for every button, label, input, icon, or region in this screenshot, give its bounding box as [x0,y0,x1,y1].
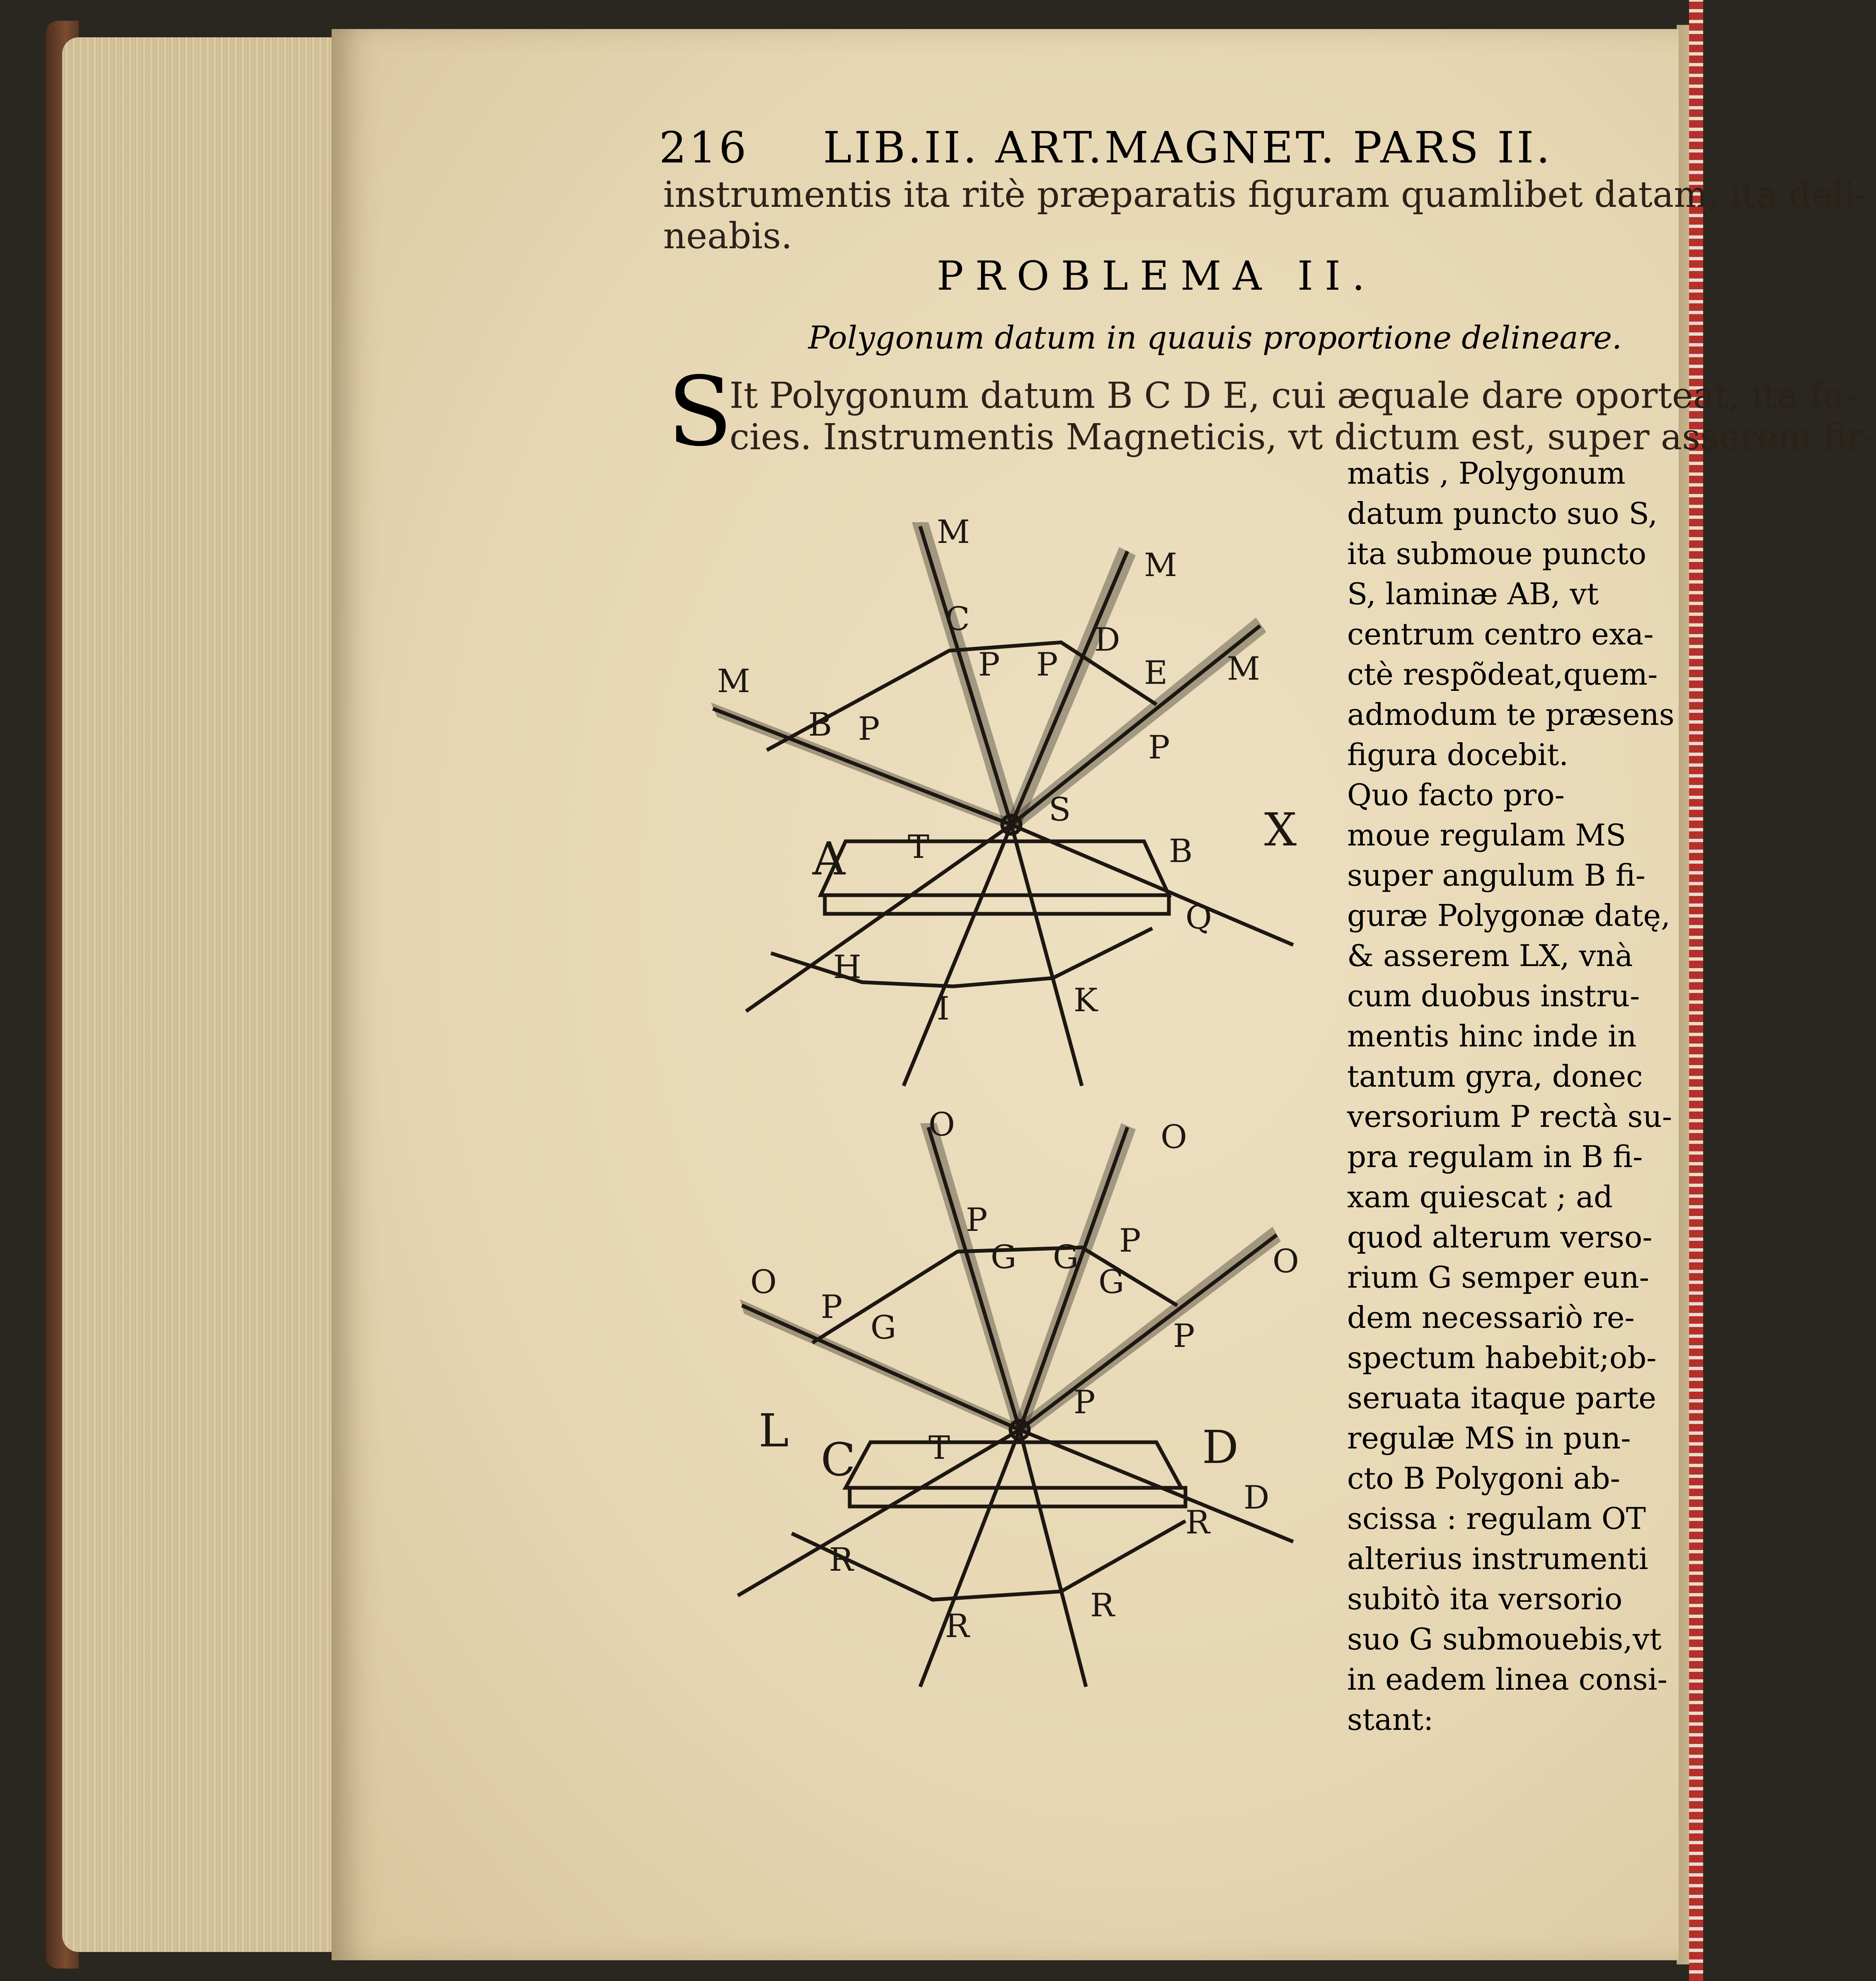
label-g3: G [1098,1264,1125,1301]
side-line: regulæ MS in pun- [1347,1421,1631,1455]
label-o1: O [928,1106,955,1143]
label-p4: P [821,1288,843,1326]
label-b-lower: B [1169,833,1193,870]
label-r2: R [1185,1504,1210,1541]
side-line: centrum centro exa- [1347,617,1654,651]
side-line: stant: [1347,1702,1434,1737]
label-r1: R [829,1541,853,1579]
bookmark-ribbon [1689,0,1703,1981]
label-t: T [908,828,930,866]
figure-top-diagram [688,510,1318,1098]
label-p3: P [1173,1317,1195,1355]
side-line: datum puncto suo S, [1347,496,1658,531]
side-line: figura docebit. [1347,737,1569,772]
side-line: & asserem LX, vnà [1347,938,1633,973]
side-line: S, laminæ AB, vt [1347,576,1599,611]
side-line: rium G semper eun- [1347,1260,1649,1295]
pointer-k [1011,825,1082,1086]
label-m3: M [1227,650,1260,688]
side-line: scissa : regulam OT [1347,1501,1646,1536]
label-e: E [1144,654,1168,692]
side-line: spectum habebit;ob- [1347,1340,1657,1375]
body-line-1: It Polygonum datum B C D E, cui æquale dare oporteat, ita fa- [730,375,1857,417]
body-line-2: cies. Instrumentis Magneticis, vt dictum est, super asserem fir- [730,417,1876,458]
side-line: cto B Polygoni ab- [1347,1461,1620,1496]
problem-subheading: Polygonum datum in quauis proportione delineare. [808,319,1622,356]
running-head [659,122,1553,173]
scale-ruler [825,895,1169,914]
label-p5: P [1074,1384,1096,1421]
side-line: super angulum B fi- [1347,858,1646,893]
label-r3: R [945,1608,970,1645]
page-stack-edge [62,37,336,1952]
label-k: K [1074,982,1098,1019]
polygon-lower [771,928,1152,986]
side-line: tantum gyra, donec [1347,1059,1643,1094]
label-m4: M [717,663,750,700]
figure-bottom-diagram [688,1106,1318,1699]
label-l: L [759,1404,789,1457]
pointer-r4 [1020,1430,1086,1687]
side-line: guræ Polygonæ datę, [1347,898,1670,933]
figure-bottom-rulers [740,1123,1281,1436]
side-line: Quo facto pro- [1347,777,1565,812]
label-q: Q [1185,899,1212,936]
label-o2: O [1161,1119,1187,1156]
label-a: A [812,832,846,885]
label-p1: P [966,1201,988,1239]
side-line: xam quiescat ; ad [1347,1179,1613,1214]
scale-ruler-b [850,1488,1185,1506]
label-p3: P [858,710,880,748]
side-line: versorium P rectà su- [1347,1099,1672,1134]
label-t: T [928,1429,950,1467]
label-d2: D [1243,1479,1270,1516]
label-p4: P [1148,729,1170,766]
label-r4: R [1090,1587,1115,1624]
label-g2: G [1053,1239,1079,1276]
side-line: seruata itaque parte [1347,1380,1656,1415]
problem-heading: PROBLEMA II. [937,253,1377,299]
label-c: C [945,601,970,638]
label-c: C [821,1433,856,1486]
label-g4: G [870,1309,897,1346]
side-line: suo G submouebis,vt [1347,1622,1662,1656]
drop-capital: S [667,357,733,467]
label-i: I [937,990,950,1027]
side-line: alterius instrumenti [1347,1541,1648,1576]
label-g1: G [991,1239,1017,1276]
side-line: pra regulam in B fi- [1347,1139,1643,1174]
label-d1: D [1202,1421,1239,1474]
running-head-title: LIB.II. ART.MAGNET. PARS II. [823,122,1553,173]
label-b-upper: B [808,706,832,743]
label-m2: M [1144,547,1177,584]
label-x: X [1264,803,1297,856]
label-m1: M [937,513,970,551]
label-d: D [1094,621,1120,659]
side-line: in eadem linea consi- [1347,1662,1668,1697]
pointer-r3 [920,1430,1020,1687]
label-o4: O [750,1264,777,1301]
side-line: cum duobus instru- [1347,978,1640,1013]
label-p1: P [978,646,1000,683]
side-line: matis , Polygonum [1347,456,1626,491]
side-line: moue regulam MS [1347,818,1626,852]
label-p2: P [1119,1222,1141,1259]
label-o3: O [1272,1243,1299,1280]
side-line: ita submoue puncto [1347,536,1647,571]
label-h: H [833,949,862,986]
label-p2: P [1036,646,1058,683]
side-line: admodum te præsens [1347,697,1675,732]
side-line: quod alterum verso- [1347,1220,1653,1254]
side-line: dem necessariò re- [1347,1300,1635,1335]
side-line: ctè respõdeat,quem- [1347,657,1658,692]
intro-line-1: instrumentis ita ritè præparatis figuram quamlibet datam, ita deli- [663,174,1868,216]
page-number: 216 [659,122,749,173]
side-line: subitò ita versorio [1347,1581,1623,1616]
intro-line-2: neabis. [663,216,793,257]
side-line: mentis hinc inde in [1347,1019,1637,1053]
label-s: S [1049,791,1071,828]
